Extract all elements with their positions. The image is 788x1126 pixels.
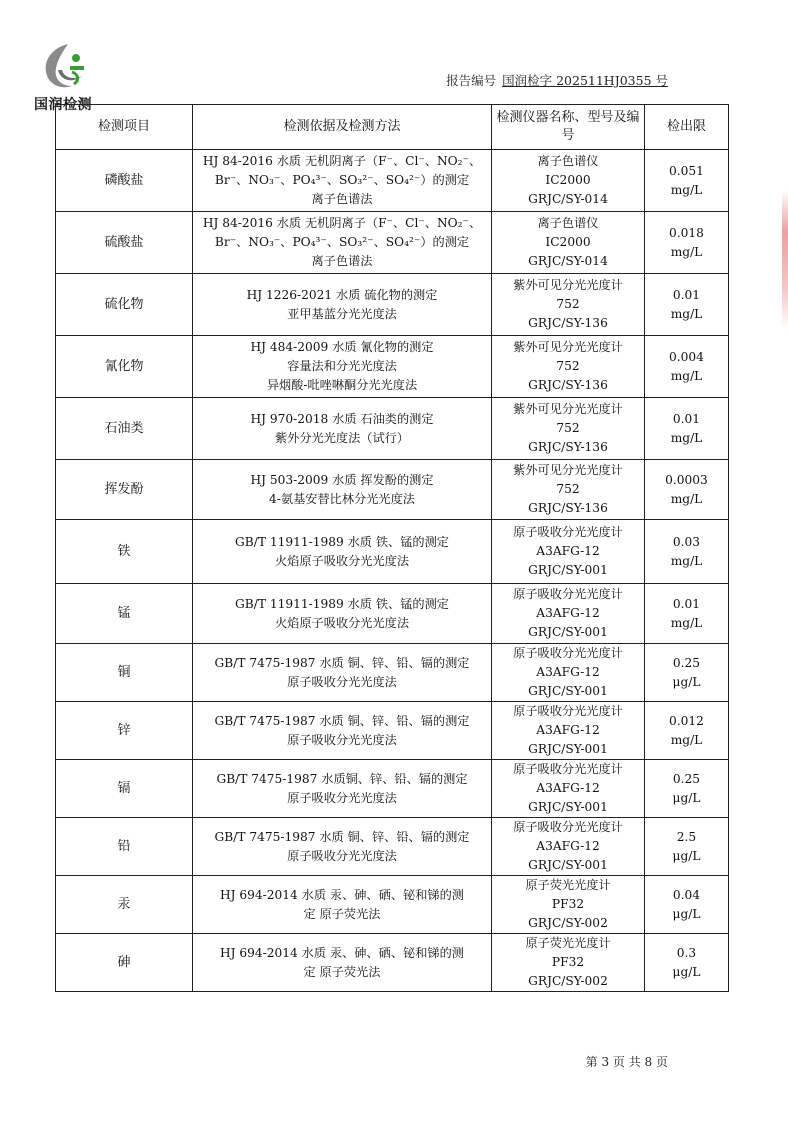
cell-test-method-line: 紫外分光光度法（试行） xyxy=(274,430,410,445)
cell-test-method-line: HJ 1226-2021 水质 硫化物的测定 xyxy=(246,287,438,302)
cell-test-method-line: 火焰原子吸收分光光度法 xyxy=(274,615,410,630)
cell-instrument xyxy=(492,520,645,584)
cell-detection-limit xyxy=(645,760,729,818)
cell-instrument-line: 离子色谱仪 xyxy=(537,154,599,168)
cell-detection-limit-line: μg/L xyxy=(672,848,701,863)
cell-instrument-line: IC2000 xyxy=(545,235,591,249)
cell-detection-limit-line: 2.5 xyxy=(676,829,697,844)
cell-test-method-line: 火焰原子吸收分光光度法 xyxy=(274,553,410,568)
cell-test-item: 铅 xyxy=(56,818,193,876)
cell-instrument-line: 原子吸收分光光度计 xyxy=(513,587,623,601)
cell-instrument-line: 752 xyxy=(556,421,580,435)
cell-detection-limit-line: mg/L xyxy=(670,368,703,383)
cell-detection-limit xyxy=(645,274,729,336)
cell-instrument-line: 752 xyxy=(556,482,580,496)
cell-detection-limit-line: 0.01 xyxy=(672,287,701,302)
cell-test-method-line: 4-氨基安替比林分光光度法 xyxy=(269,491,415,506)
cell-instrument-line: GRJC/SY-001 xyxy=(528,563,608,577)
cell-instrument-line: GRJC/SY-136 xyxy=(528,316,608,330)
cell-test-method-line: 定 原子荧光法 xyxy=(303,906,381,921)
cell-test-method xyxy=(193,212,492,274)
cell-instrument-line: 752 xyxy=(556,359,580,373)
cell-test-item: 磷酸盐 xyxy=(56,150,193,212)
cell-instrument xyxy=(492,584,645,644)
cell-instrument-line: 原子吸收分光光度计 xyxy=(513,762,623,776)
cell-test-method xyxy=(193,274,492,336)
cell-instrument-line: GRJC/SY-001 xyxy=(528,625,608,639)
cell-test-item: 镉 xyxy=(56,760,193,818)
cell-test-method xyxy=(193,934,492,992)
cell-test-method-line: 离子色谱法 xyxy=(311,192,373,206)
table-row xyxy=(56,584,729,644)
cell-test-method-line: 原子吸收分光光度法 xyxy=(287,674,397,689)
cell-test-method xyxy=(193,584,492,644)
cell-instrument-line: 原子吸收分光光度计 xyxy=(513,525,623,539)
company-logo xyxy=(30,40,100,114)
cell-detection-limit-line: 0.3 xyxy=(676,945,697,960)
cell-detection-limit-line: 0.012 xyxy=(669,713,704,728)
cell-test-item: 挥发酚 xyxy=(56,460,193,520)
cell-test-method-line: HJ 484-2009 水质 氰化物的测定 xyxy=(250,340,434,354)
cell-instrument-line: PF32 xyxy=(551,955,585,969)
cell-detection-limit xyxy=(645,336,729,398)
cell-instrument-line: GRJC/SY-001 xyxy=(528,742,608,756)
cell-detection-limit-line: 0.004 xyxy=(669,349,704,364)
cell-detection-limit-line: mg/L xyxy=(670,430,703,445)
cell-instrument-line: GRJC/SY-002 xyxy=(528,974,608,988)
cell-detection-limit xyxy=(645,818,729,876)
cell-test-method-line: 原子吸收分光光度法 xyxy=(287,848,397,863)
cell-detection-limit-line: mg/L xyxy=(670,306,703,321)
cell-instrument-line: IC2000 xyxy=(545,173,591,187)
cell-test-item: 硫酸盐 xyxy=(56,212,193,274)
cell-test-method-line: GB/T 7475-1987 水质 铜、锌、铅、镉的测定 xyxy=(214,655,470,670)
cell-detection-limit-line: μg/L xyxy=(672,790,701,805)
table-row xyxy=(56,398,729,460)
cell-instrument-line: 紫外可见分光光度计 xyxy=(513,402,623,416)
cell-test-method-line: Br⁻、NO₃⁻、PO₄³⁻、SO₃²⁻、SO₄²⁻）的测定 xyxy=(214,173,470,187)
cell-instrument-line: 紫外可见分光光度计 xyxy=(513,278,623,292)
cell-test-item: 铜 xyxy=(56,644,193,702)
cell-instrument-line: GRJC/SY-014 xyxy=(528,254,608,268)
cell-test-method-line: 容量法和分光光度法 xyxy=(287,359,397,373)
cell-test-method-line: HJ 694-2014 水质 汞、砷、硒、铋和锑的测 xyxy=(220,945,464,960)
cell-instrument xyxy=(492,644,645,702)
table-row xyxy=(56,644,729,702)
report-number-value: 国润检字 202511HJ0355 号 xyxy=(502,73,668,88)
cell-instrument xyxy=(492,876,645,934)
cell-test-method-line: 原子吸收分光光度法 xyxy=(287,790,397,805)
cell-instrument-line: 原子荧光光度计 xyxy=(525,936,611,950)
cell-test-method xyxy=(193,876,492,934)
cell-test-method-line: HJ 503-2009 水质 挥发酚的测定 xyxy=(250,472,434,487)
report-number xyxy=(446,71,668,89)
table-row xyxy=(56,818,729,876)
cell-instrument xyxy=(492,336,645,398)
cell-detection-limit xyxy=(645,934,729,992)
cell-instrument xyxy=(492,760,645,818)
cell-test-method-line: 原子吸收分光光度法 xyxy=(287,732,397,747)
cell-instrument-line: A3AFG-12 xyxy=(536,839,600,853)
header-test-item: 检测项目 xyxy=(56,105,193,150)
cell-detection-limit-line: mg/L xyxy=(670,553,703,568)
cell-test-item: 硫化物 xyxy=(56,274,193,336)
cell-detection-limit-line: 0.018 xyxy=(669,225,704,240)
cell-test-method-line: 亚甲基蓝分光光度法 xyxy=(287,306,397,321)
table-row xyxy=(56,702,729,760)
cell-detection-limit-line: 0.051 xyxy=(669,163,704,178)
cell-instrument-line: A3AFG-12 xyxy=(536,665,600,679)
cell-test-method-line: GB/T 7475-1987 水质铜、锌、铅、镉的测定 xyxy=(216,771,468,786)
cell-instrument-line: GRJC/SY-002 xyxy=(528,916,608,930)
cell-test-method xyxy=(193,336,492,398)
cell-instrument-line: GRJC/SY-136 xyxy=(528,378,608,392)
table-row xyxy=(56,336,729,398)
cell-instrument-line: A3AFG-12 xyxy=(536,606,600,620)
cell-instrument xyxy=(492,460,645,520)
cell-test-method-line: GB/T 7475-1987 水质 铜、锌、铅、镉的测定 xyxy=(214,829,470,844)
cell-detection-limit xyxy=(645,212,729,274)
cell-detection-limit-line: mg/L xyxy=(670,732,703,747)
cell-instrument-line: GRJC/SY-014 xyxy=(528,192,608,206)
cell-test-item: 砷 xyxy=(56,934,193,992)
cell-test-method-line: HJ 84-2016 水质 无机阴离子（F⁻、Cl⁻、NO₂⁻、 xyxy=(202,154,482,168)
cell-test-method xyxy=(193,520,492,584)
report-number-label: 报告编号 xyxy=(446,73,497,88)
cell-instrument-line: 原子吸收分光光度计 xyxy=(513,704,623,718)
cell-test-method-line: Br⁻、NO₃⁻、PO₄³⁻、SO₃²⁻、SO₄²⁻）的测定 xyxy=(214,235,470,249)
cell-instrument-line: A3AFG-12 xyxy=(536,544,600,558)
header-instrument: 检测仪器名称、型号及编号 xyxy=(492,105,645,150)
cell-test-method xyxy=(193,702,492,760)
logo-mark-icon xyxy=(38,40,90,92)
cell-detection-limit-line: μg/L xyxy=(672,674,701,689)
cell-detection-limit xyxy=(645,520,729,584)
cell-test-item: 氰化物 xyxy=(56,336,193,398)
cell-instrument-line: 紫外可见分光光度计 xyxy=(513,340,623,354)
cell-instrument xyxy=(492,934,645,992)
cell-test-method-line: HJ 694-2014 水质 汞、砷、硒、铋和锑的测 xyxy=(220,887,464,902)
page-number: 第 3 页 共 8 页 xyxy=(585,1055,668,1069)
cell-test-method xyxy=(193,150,492,212)
cell-detection-limit-line: 0.03 xyxy=(672,534,701,549)
table-row xyxy=(56,150,729,212)
cell-test-method-line: HJ 84-2016 水质 无机阴离子（F⁻、Cl⁻、NO₂⁻、 xyxy=(202,216,482,230)
cell-test-method-line: 异烟酸-吡唑啉酮分光光度法 xyxy=(266,378,418,392)
table-row xyxy=(56,520,729,584)
cell-detection-limit xyxy=(645,702,729,760)
cell-detection-limit-line: 0.01 xyxy=(672,596,701,611)
cell-instrument-line: 离子色谱仪 xyxy=(537,216,599,230)
table-row xyxy=(56,760,729,818)
cell-instrument xyxy=(492,398,645,460)
cell-detection-limit xyxy=(645,460,729,520)
table-row xyxy=(56,274,729,336)
cell-instrument xyxy=(492,150,645,212)
cell-instrument xyxy=(492,212,645,274)
logo-text: 国润检测 xyxy=(34,97,92,113)
cell-detection-limit-line: mg/L xyxy=(670,615,703,630)
cell-detection-limit-line: mg/L xyxy=(670,182,703,197)
header-test-method: 检测依据及检测方法 xyxy=(193,105,492,150)
cell-test-item: 锰 xyxy=(56,584,193,644)
cell-test-method-line: 定 原子荧光法 xyxy=(303,964,381,979)
cell-instrument-line: 紫外可见分光光度计 xyxy=(513,463,623,477)
cell-test-method-line: GB/T 7475-1987 水质 铜、锌、铅、镉的测定 xyxy=(214,713,470,728)
cell-detection-limit-line: 0.0003 xyxy=(665,472,708,487)
cell-test-method-line: GB/T 11911-1989 水质 铁、锰的测定 xyxy=(235,596,449,611)
cell-instrument-line: A3AFG-12 xyxy=(536,723,600,737)
cell-detection-limit xyxy=(645,584,729,644)
cell-test-item: 汞 xyxy=(56,876,193,934)
cell-test-item: 铁 xyxy=(56,520,193,584)
cell-test-method xyxy=(193,398,492,460)
cell-instrument xyxy=(492,274,645,336)
cell-detection-limit-line: μg/L xyxy=(672,964,701,979)
cell-instrument xyxy=(492,702,645,760)
table-row xyxy=(56,934,729,992)
cell-detection-limit-line: 0.01 xyxy=(672,411,701,426)
test-methods-table xyxy=(55,104,729,992)
table-body xyxy=(56,150,729,992)
cell-detection-limit-line: 0.25 xyxy=(672,655,701,670)
cell-detection-limit xyxy=(645,150,729,212)
cell-detection-limit xyxy=(645,876,729,934)
cell-test-method xyxy=(193,644,492,702)
table-row xyxy=(56,212,729,274)
cell-instrument-line: PF32 xyxy=(551,897,585,911)
cell-instrument-line: 原子吸收分光光度计 xyxy=(513,820,623,834)
cell-test-method xyxy=(193,818,492,876)
table-row xyxy=(56,460,729,520)
header-detection-limit: 检出限 xyxy=(645,105,729,150)
cell-detection-limit-line: mg/L xyxy=(670,491,703,506)
cell-detection-limit xyxy=(645,398,729,460)
cell-instrument-line: GRJC/SY-001 xyxy=(528,684,608,698)
cell-instrument-line: 752 xyxy=(556,297,580,311)
cell-instrument-line: GRJC/SY-136 xyxy=(528,440,608,454)
cell-test-method-line: 离子色谱法 xyxy=(311,254,373,268)
cell-test-method xyxy=(193,460,492,520)
seal-stamp-edge xyxy=(782,190,788,330)
cell-instrument-line: 原子吸收分光光度计 xyxy=(513,646,623,660)
cell-detection-limit-line: 0.04 xyxy=(672,887,701,902)
cell-detection-limit xyxy=(645,644,729,702)
cell-instrument-line: GRJC/SY-001 xyxy=(528,800,608,814)
cell-instrument-line: A3AFG-12 xyxy=(536,781,600,795)
cell-instrument-line: GRJC/SY-001 xyxy=(528,858,608,872)
cell-test-method-line: GB/T 11911-1989 水质 铁、锰的测定 xyxy=(235,534,449,549)
cell-instrument-line: 原子荧光光度计 xyxy=(525,878,611,892)
cell-test-item: 石油类 xyxy=(56,398,193,460)
cell-test-item: 锌 xyxy=(56,702,193,760)
cell-detection-limit-line: μg/L xyxy=(672,906,701,921)
table-header-row xyxy=(56,105,729,150)
cell-instrument xyxy=(492,818,645,876)
cell-detection-limit-line: 0.25 xyxy=(672,771,701,786)
table-row xyxy=(56,876,729,934)
cell-test-method-line: HJ 970-2018 水质 石油类的测定 xyxy=(250,411,434,426)
cell-instrument-line: GRJC/SY-136 xyxy=(528,501,608,515)
cell-detection-limit-line: mg/L xyxy=(670,244,703,259)
cell-test-method xyxy=(193,760,492,818)
